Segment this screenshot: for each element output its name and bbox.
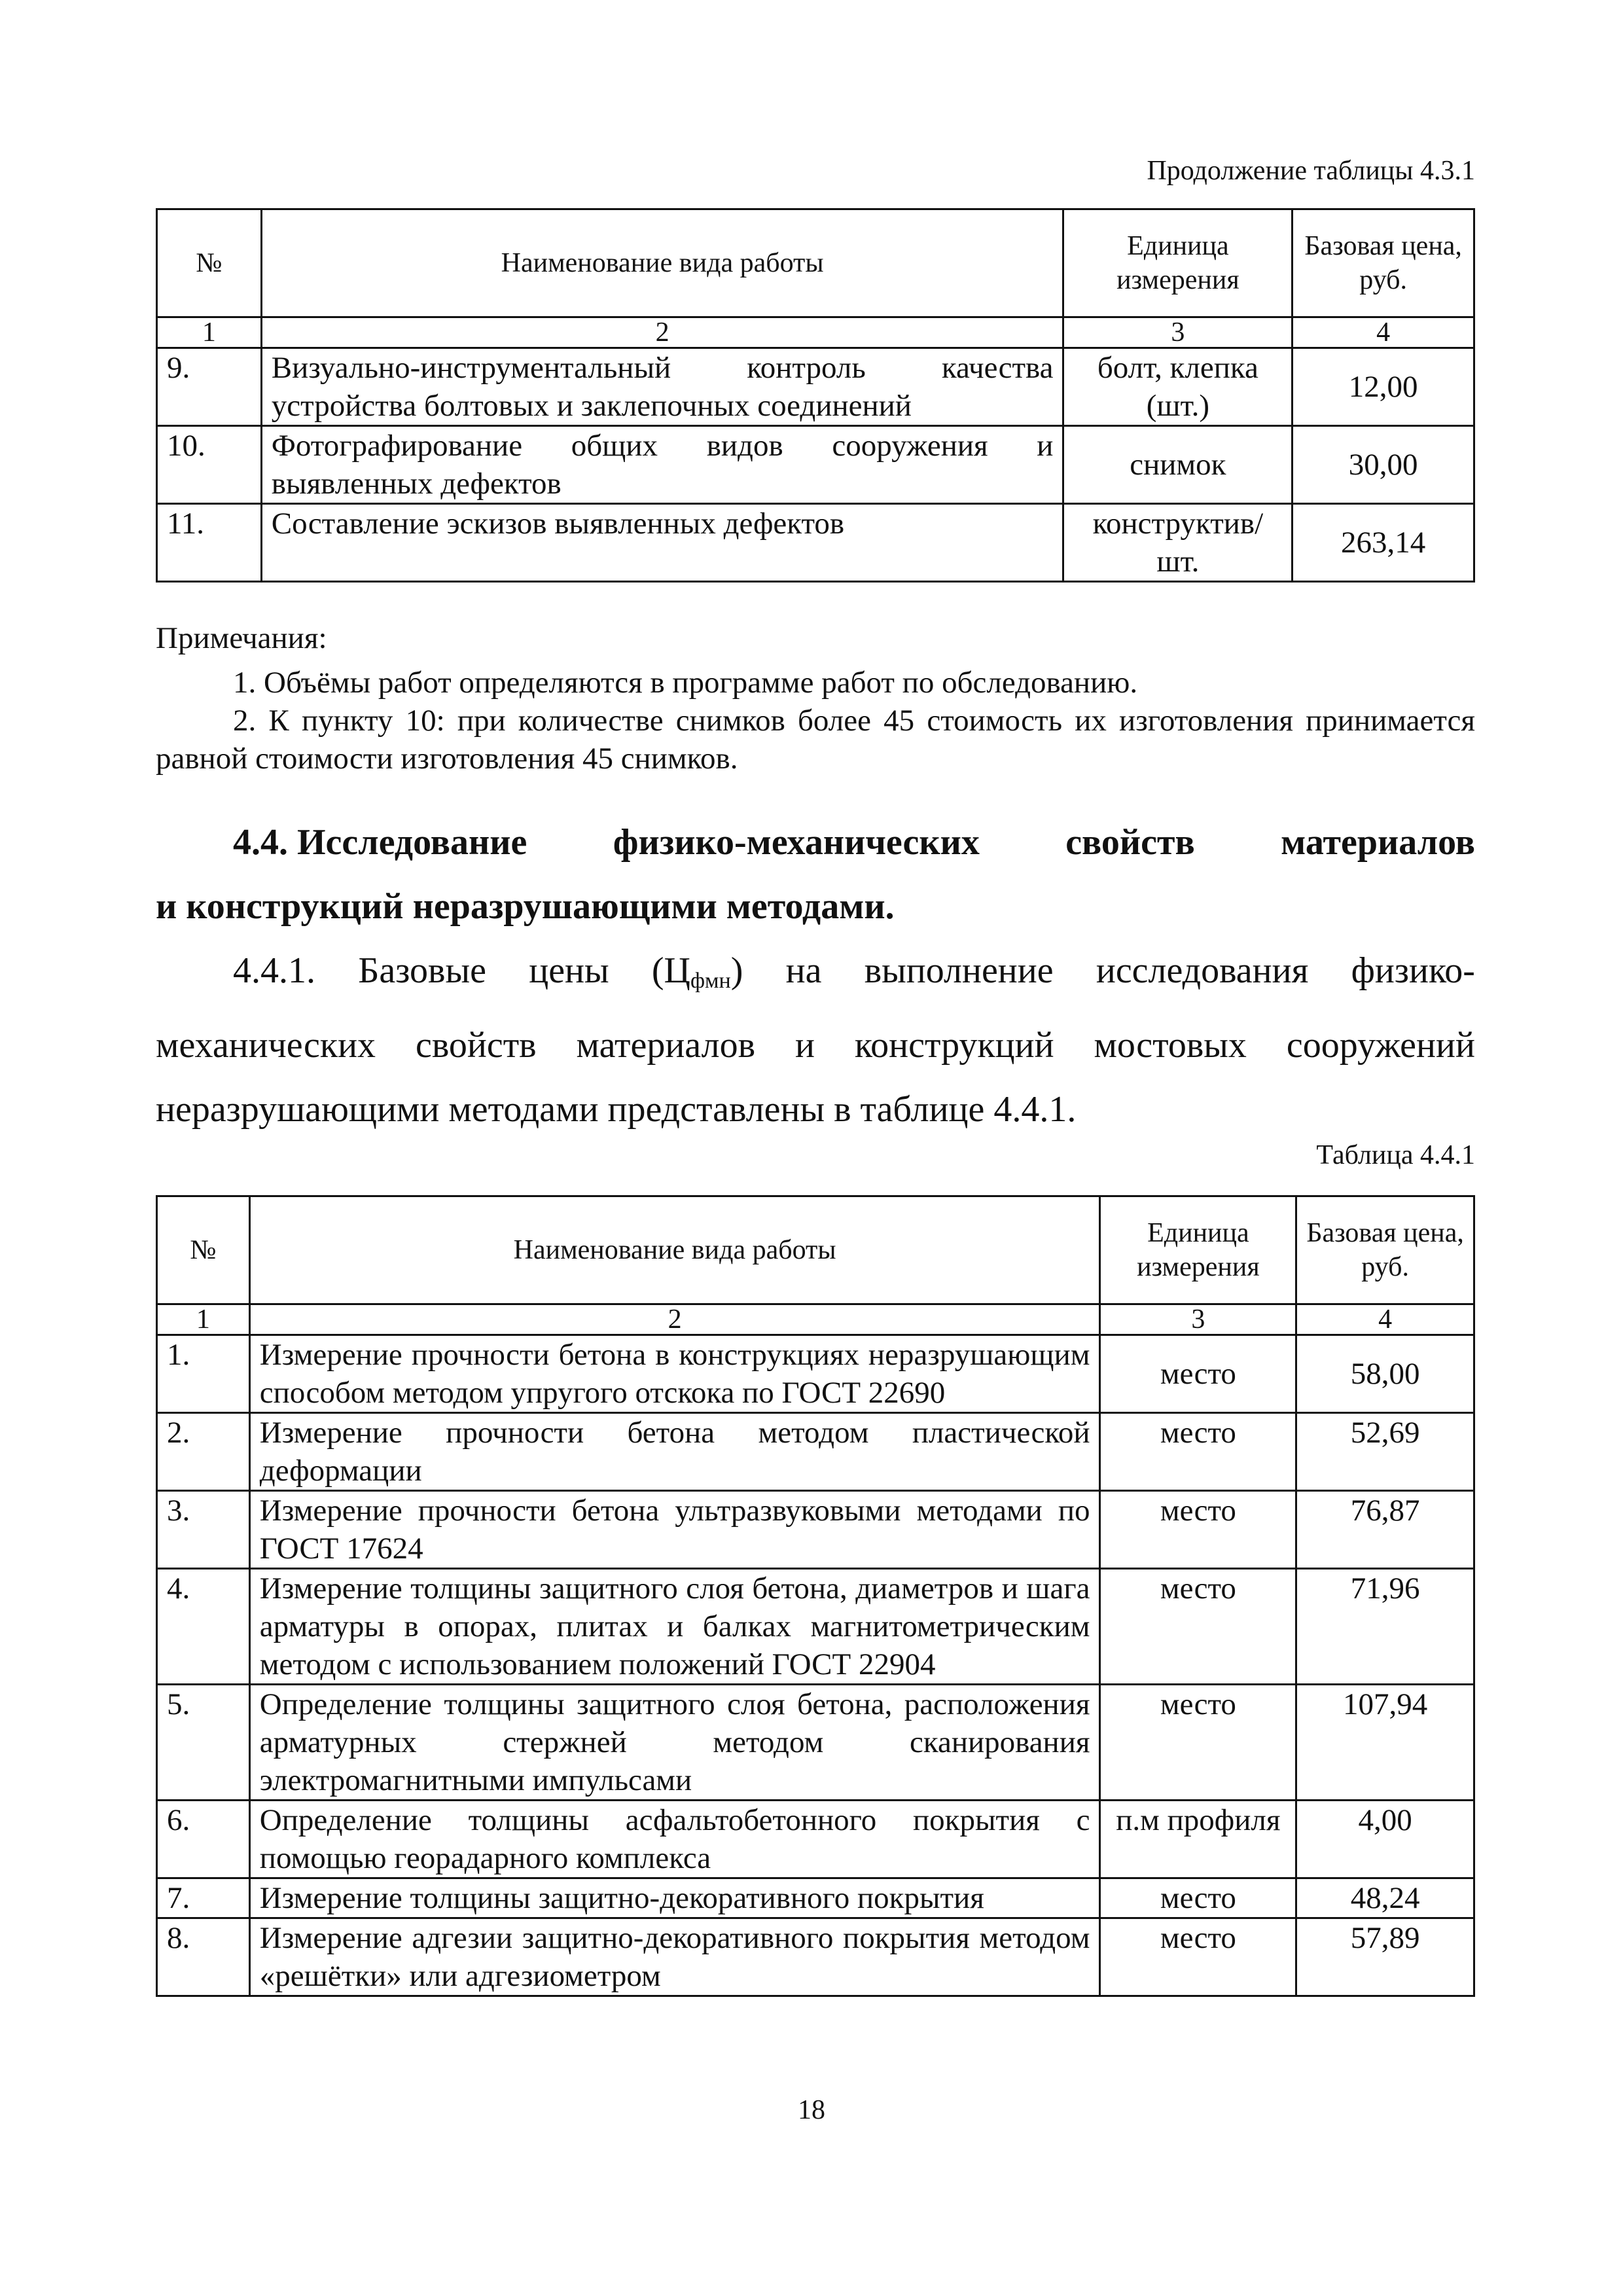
row-price: 4,00: [1296, 1801, 1474, 1878]
row-price: 48,24: [1296, 1878, 1474, 1918]
section-heading-word: материалов: [1281, 822, 1475, 863]
continuation-caption: Продолжение таблицы 4.3.1: [1147, 156, 1475, 186]
row-name: Составление эскизов выявленных дефектов: [261, 504, 1063, 582]
paragraph-word: сооружений: [1286, 1025, 1475, 1066]
header-name: Наименование вида работы: [249, 1196, 1100, 1304]
row-name: Измерение адгезии защитно-декоративного покрытия методом «решётки» или адгезиометром: [249, 1918, 1100, 1996]
paragraph-4-4-1: [156, 939, 1475, 1141]
price-symbol: $(Ц_{фмн})$: [651, 950, 743, 993]
column-number-row: [157, 317, 1474, 348]
paragraph-word: механических: [156, 1025, 376, 1066]
row-unit: болт, клепка (шт.): [1063, 348, 1293, 426]
paragraph-word: цены: [529, 950, 609, 991]
paragraph-word: мостовых: [1094, 1025, 1247, 1066]
paragraph-word: и: [794, 1025, 815, 1066]
header-unit: Единица измерения: [1100, 1196, 1296, 1304]
row-name: Фотографирование общих видов сооружения и выявленных дефектов: [261, 426, 1063, 504]
note-item: 1. Объёмы работ определяются в программе работ по обследованию.: [233, 666, 1138, 700]
table-row: [157, 426, 1474, 504]
col-number: 2: [249, 1304, 1100, 1335]
row-name: Измерение толщины защитного слоя бетона, диаметров и шага арматуры в опорах, плитах и балках магнитометрическим методом с использованием положений ГОСТ 22904: [249, 1569, 1100, 1685]
table-row: [157, 348, 1474, 426]
row-unit: п.м профиля: [1100, 1801, 1296, 1878]
row-price: 30,00: [1293, 426, 1474, 504]
paragraph-word: выполнение: [864, 950, 1054, 991]
section-heading-word: физико-механических: [613, 822, 980, 863]
table-4-4-1: [156, 1195, 1475, 1997]
row-price: 263,14: [1293, 504, 1474, 582]
row-unit: место: [1100, 1335, 1296, 1413]
row-name: Определение толщины защитного слоя бетона, расположения арматурных стержней методом сканирования электромагнитными импульсами: [249, 1685, 1100, 1801]
row-unit: место: [1100, 1569, 1296, 1685]
note-item: [156, 702, 1475, 778]
table-row: [157, 1569, 1474, 1685]
section-heading-word: свойств: [1065, 822, 1195, 863]
row-price: 12,00: [1293, 348, 1474, 426]
header-name: Наименование вида работы: [261, 209, 1063, 317]
row-price: 107,94: [1296, 1685, 1474, 1801]
paragraph-word: свойств: [415, 1025, 537, 1066]
row-num: 10.: [157, 426, 262, 504]
row-unit: место: [1100, 1878, 1296, 1918]
col-number: 3: [1100, 1304, 1296, 1335]
row-unit: место: [1100, 1491, 1296, 1569]
header-num: №: [157, 209, 262, 317]
table-row: [157, 1491, 1474, 1569]
row-num: 2.: [157, 1413, 250, 1491]
note-item-text: 2. К пункту 10: при количестве снимков более 45 стоимость их изготовления принимается равной стоимости изготовления 45 снимков.: [156, 704, 1475, 776]
section-heading-line-1: [156, 810, 1475, 874]
header-price: Базовая цена, руб.: [1293, 209, 1474, 317]
section-heading: [156, 810, 1475, 939]
table-header-row: [157, 209, 1474, 317]
row-num: 7.: [157, 1878, 250, 1918]
paragraph-word: материалов: [576, 1025, 756, 1066]
paragraph-word: Базовые: [358, 950, 486, 991]
row-num: 6.: [157, 1801, 250, 1878]
table-header-row: [157, 1196, 1474, 1304]
row-name: Определение толщины асфальтобетонного покрытия с помощью георадарного комплекса: [249, 1801, 1100, 1878]
paragraph-word: исследования: [1096, 950, 1309, 991]
row-unit: место: [1100, 1685, 1296, 1801]
table-caption: Таблица 4.4.1: [1316, 1140, 1475, 1170]
row-unit: конструктив/ шт.: [1063, 504, 1293, 582]
paragraph-line-1: [156, 939, 1475, 1013]
table-row: [157, 1413, 1474, 1491]
paragraph-word: физико-: [1351, 950, 1475, 991]
header-price: Базовая цена, руб.: [1296, 1196, 1474, 1304]
row-num: 8.: [157, 1918, 250, 1996]
paragraph-line-2: [156, 1013, 1475, 1077]
row-num: 1.: [157, 1335, 250, 1413]
notes-title: Примечания:: [156, 621, 327, 655]
row-name: Измерение прочности бетона ультразвуковыми методами по ГОСТ 17624: [249, 1491, 1100, 1569]
table-row: [157, 504, 1474, 582]
col-number: 2: [261, 317, 1063, 348]
col-number: 3: [1063, 317, 1293, 348]
row-price: 58,00: [1296, 1335, 1474, 1413]
table-row: [157, 1801, 1474, 1878]
section-heading-line-2: и конструкций неразрушающими методами.: [156, 886, 895, 927]
paragraph-line-3: неразрушающими методами представлены в таблице 4.4.1.: [156, 1089, 1077, 1130]
row-num: 3.: [157, 1491, 250, 1569]
row-name: Измерение прочности бетона методом пластической деформации: [249, 1413, 1100, 1491]
paragraph-word: на: [785, 950, 822, 991]
table-row: [157, 1878, 1474, 1918]
paragraph-word: конструкций: [854, 1025, 1054, 1066]
table-4-3-1: [156, 208, 1475, 583]
page-number: 18: [798, 2095, 825, 2125]
row-price: 52,69: [1296, 1413, 1474, 1491]
row-name: Измерение толщины защитно-декоративного покрытия: [249, 1878, 1100, 1918]
table-row: [157, 1685, 1474, 1801]
row-name: Измерение прочности бетона в конструкциях неразрушающим способом методом упругого отскока по ГОСТ 22690: [249, 1335, 1100, 1413]
table-row: [157, 1918, 1474, 1996]
col-number: 4: [1293, 317, 1474, 348]
row-num: 5.: [157, 1685, 250, 1801]
row-price: 71,96: [1296, 1569, 1474, 1685]
row-num: 11.: [157, 504, 262, 582]
row-unit: место: [1100, 1413, 1296, 1491]
header-unit: Единица измерения: [1063, 209, 1293, 317]
header-num: №: [157, 1196, 250, 1304]
section-heading-number: 4.4. Исследование: [233, 822, 527, 863]
row-num: 4.: [157, 1569, 250, 1685]
row-price: 76,87: [1296, 1491, 1474, 1569]
col-number: 1: [157, 317, 262, 348]
row-unit: место: [1100, 1918, 1296, 1996]
row-unit: снимок: [1063, 426, 1293, 504]
row-num: 9.: [157, 348, 262, 426]
paragraph-word: 4.4.1.: [233, 950, 315, 991]
col-number: 4: [1296, 1304, 1474, 1335]
col-number: 1: [157, 1304, 250, 1335]
column-number-row: [157, 1304, 1474, 1335]
row-price: 57,89: [1296, 1918, 1474, 1996]
table-row: [157, 1335, 1474, 1413]
row-name: Визуально-инструментальный контроль качества устройства болтовых и заклепочных соединений: [261, 348, 1063, 426]
